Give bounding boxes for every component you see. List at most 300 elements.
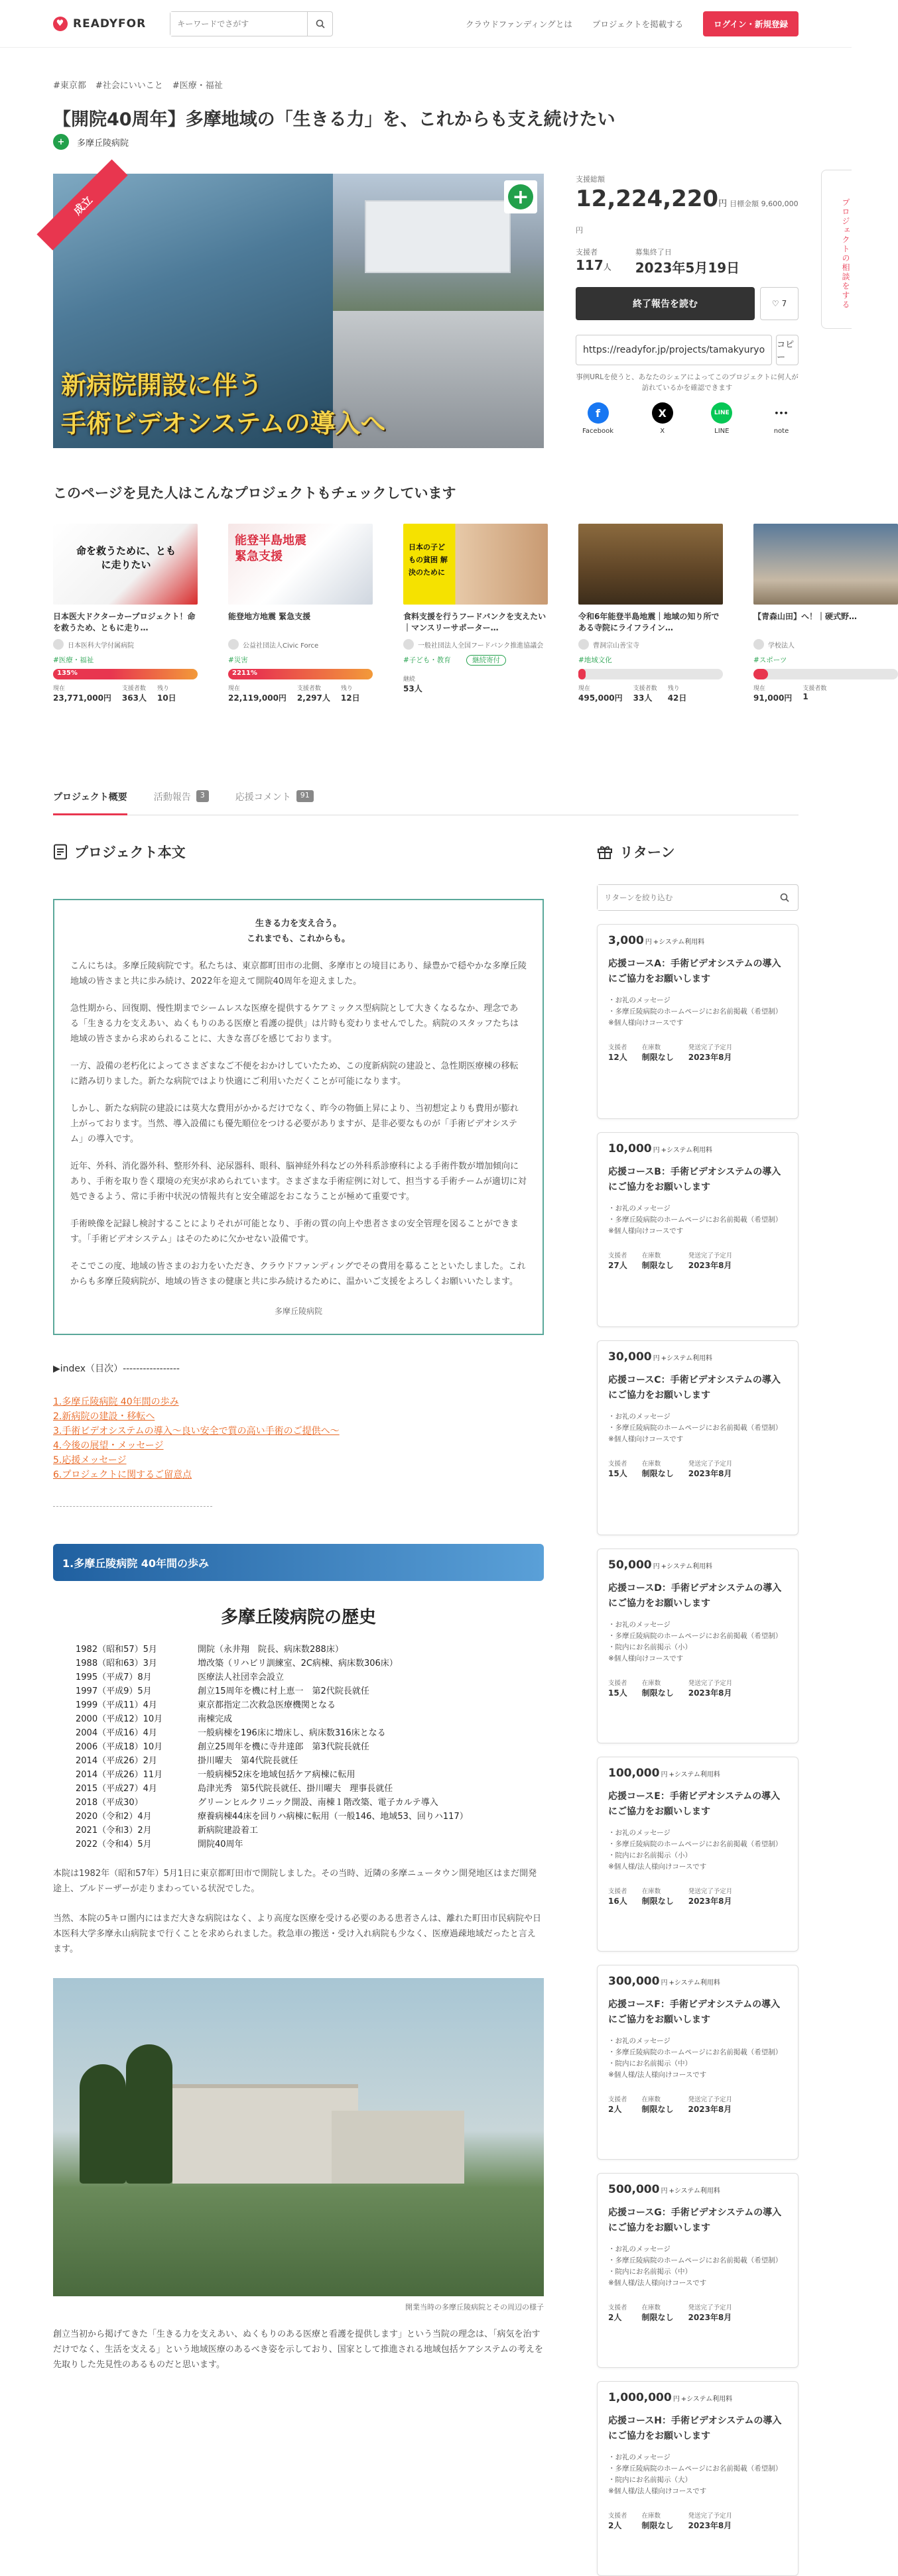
card-amount: 53人 xyxy=(403,684,422,693)
tree-shape xyxy=(126,2044,172,2184)
progress-pct: 2211% xyxy=(232,670,257,677)
card-title: 【青森山田】へ！｜硬式野… xyxy=(753,612,858,621)
document-icon xyxy=(53,844,68,860)
meta-label: 在庫数 xyxy=(641,2096,661,2103)
reward-line: ・お礼のメッセージ xyxy=(608,2037,671,2045)
reward-line: ・多摩丘陵病院のホームページにお名前掲載（希望制） xyxy=(608,1008,783,1016)
yen-unit: 円 xyxy=(718,199,728,209)
reward-stock: 制限なし xyxy=(641,1897,674,1906)
dashed-divider xyxy=(53,1506,212,1507)
search-icon xyxy=(316,19,325,29)
card-progress xyxy=(53,669,198,679)
historic-hospital-photo xyxy=(53,1978,544,2296)
tab-count: 91 xyxy=(296,790,314,802)
progress-fill xyxy=(578,669,586,679)
end-date-stat xyxy=(635,247,739,276)
intro-paragraph: 急性期から、回復期、慢性期までシームレスな医療を提供するケアミックス型病院として大きくなるなか、理念である「生きる力を支えあい、ぬくもりのある医療と看護の提供」は片時も変わりませんでした。病院のスタッフたちは地域の皆さまから求められることに、大きな喜びを感じております。 xyxy=(70,1004,519,1044)
continuous-donation-badge: 継続寄付 xyxy=(466,655,506,666)
metric-label: 現在 xyxy=(753,685,766,692)
project-card[interactable] xyxy=(753,524,898,703)
history-row xyxy=(76,1684,544,1698)
org-avatar xyxy=(753,639,764,650)
total-label: 支援総額 xyxy=(576,175,605,184)
card-image-text: 命を救うために、ともに走りたい xyxy=(76,545,176,571)
card-tag: #医療・福祉 xyxy=(53,656,94,664)
meta-label: 発送完了予定月 xyxy=(688,2304,733,2312)
reward-list xyxy=(597,924,799,2576)
rewards-column xyxy=(597,842,799,2576)
reward-card[interactable] xyxy=(597,2381,799,2576)
reward-line: ・院内にお名前掲示（中） xyxy=(608,2268,692,2276)
tab-overview[interactable] xyxy=(53,781,127,815)
reward-title: 応援コースG：手術ビデオシステムの導入にご協力をお願いします xyxy=(608,2207,782,2233)
rewards-heading xyxy=(597,842,799,862)
reward-meta xyxy=(608,1250,787,1271)
history-event: 開院（永井翔 院長、病床数288床） xyxy=(198,1645,344,1655)
history-event: 新病院建設着工 xyxy=(198,1826,259,1836)
organizer[interactable] xyxy=(53,134,129,150)
reward-contents xyxy=(608,2244,787,2289)
index-link[interactable]: 5.応援メッセージ xyxy=(53,1455,127,1466)
history-event: 創立25周年を機に寺井達郎 第3代院長就任 xyxy=(198,1742,369,1752)
rewards-heading-text: リターン xyxy=(619,845,675,860)
reward-ship-month: 2023年8月 xyxy=(688,2313,732,2322)
card-days: 42日 xyxy=(667,693,687,703)
meta-label: 支援者 xyxy=(608,2096,627,2103)
history-title: 多摩丘陵病院の歴史 xyxy=(220,1608,376,1627)
reward-price xyxy=(608,2391,787,2404)
login-signup-button[interactable]: ログイン・新規登録 xyxy=(703,11,799,36)
project-tags xyxy=(53,78,223,91)
reward-title: 応援コースA：手術ビデオシステムの導入にご協力をお願いします xyxy=(608,959,781,984)
reward-line: ※個人様/法人様向けコースです xyxy=(608,2071,707,2079)
search-button[interactable] xyxy=(307,12,332,36)
reward-stock: 制限なし xyxy=(641,1261,674,1270)
reward-line: ・多摩丘陵病院のホームページにお名前掲載（希望制） xyxy=(608,2465,783,2473)
meta-label: 支援者 xyxy=(608,1460,627,1468)
meta-label: 支援者 xyxy=(608,2304,627,2312)
site-header xyxy=(0,0,852,48)
reward-title: 応援コースH：手術ビデオシステムの導入にご協力をお願いします xyxy=(608,2416,782,2441)
reward-line: ・お礼のメッセージ xyxy=(608,1204,671,1212)
readyfor-logo[interactable] xyxy=(53,17,146,31)
meta-label: 発送完了予定月 xyxy=(688,2512,733,2520)
history-event: 療養病棟44床を回りハ病棟に転用（一般146、地域53、回りハ117） xyxy=(198,1812,468,1822)
history-year: 2015（平成27）4月 xyxy=(76,1784,157,1794)
also-viewed-carousel xyxy=(53,524,858,742)
reward-line: ・お礼のメッセージ xyxy=(608,2453,671,2461)
reward-fee-label: +システム利用料 xyxy=(661,1355,712,1362)
reward-line: ・お礼のメッセージ xyxy=(608,996,671,1004)
metric-label: 現在 xyxy=(228,685,241,692)
meta-label: 支援者 xyxy=(608,2512,627,2520)
history-event: 東京都指定二次救急医療機関となる xyxy=(198,1700,336,1710)
reward-line: ・院内にお名前掲示（大） xyxy=(608,2476,692,2484)
index-link[interactable]: 4.今後の展望・メッセージ xyxy=(53,1440,164,1451)
card-metrics xyxy=(578,683,723,703)
history-row xyxy=(76,1643,544,1657)
meta-label: 在庫数 xyxy=(641,1252,661,1259)
card-amount: 495,000円 xyxy=(578,693,623,703)
supporters-stat xyxy=(576,247,611,276)
action-buttons xyxy=(576,287,799,320)
body-heading-text: プロジェクト本文 xyxy=(74,845,186,860)
project-consult-side-tab[interactable] xyxy=(821,170,852,329)
project-card[interactable] xyxy=(228,524,373,703)
card-days: 12日 xyxy=(340,693,360,703)
broken-image-alt: 多摩丘陵病院 xyxy=(274,1307,322,1316)
index-list xyxy=(53,1395,544,1482)
body-paragraph: 創立当初から掲げてきた「生きる力を支えあい、ぬくもりのある医療と看護を提供します」という当院の理念は、「病気を治すだけでなく、生活を支える」という地域医療のあるべき姿を示しており、国家として推進される地域包括ケアシステムの考えを先取りした先見性のあるものだと思います。 xyxy=(53,2329,543,2370)
metric-label: 現在 xyxy=(53,685,66,692)
meta-label: 支援者 xyxy=(608,1044,627,1051)
tab-activity-reports[interactable] xyxy=(154,781,209,815)
reward-stock: 制限なし xyxy=(641,1688,674,1698)
reward-line: ・多摩丘陵病院のホームページにお名前掲載（希望制） xyxy=(608,1632,783,1640)
search-input[interactable] xyxy=(170,12,307,36)
reward-line: ・お礼のメッセージ xyxy=(608,1621,671,1629)
tag-link[interactable]: #社会にいいこと xyxy=(95,81,163,91)
reward-price xyxy=(608,1975,787,1988)
reward-supporters: 2人 xyxy=(608,2105,622,2114)
card-image xyxy=(753,524,898,605)
index-link[interactable]: 3.手術ビデオシステムの導入〜良い安全で質の高い手術のご提供へ〜 xyxy=(53,1426,340,1436)
history-year: 2018（平成30） xyxy=(76,1798,143,1808)
history-row xyxy=(76,1810,544,1824)
reward-supporters: 2人 xyxy=(608,2521,622,2530)
history-year: 2022（令和4）5月 xyxy=(76,1840,152,1849)
note-icon: ••• xyxy=(771,402,792,424)
reward-line: ・多摩丘陵病院のホームページにお名前掲載（希望制） xyxy=(608,2256,783,2264)
reward-meta xyxy=(608,2302,787,2323)
reward-line: ・多摩丘陵病院のホームページにお名前掲載（希望制） xyxy=(608,1840,783,1848)
hero-image xyxy=(53,174,544,448)
reward-price-value: 100,000 xyxy=(608,1767,660,1780)
heart-icon: ♡ xyxy=(771,299,779,308)
reward-title: 応援コースE：手術ビデオシステムの導入にご協力をお願いします xyxy=(608,1791,781,1817)
stats-row xyxy=(576,247,799,276)
nav-post-project[interactable]: プロジェクトを掲載する xyxy=(592,19,684,29)
reward-meta xyxy=(608,1678,787,1698)
x-icon: X xyxy=(652,402,673,424)
history-event: 一般病棟52床を地域包括ケア病棟に転用 xyxy=(198,1770,355,1780)
reward-card[interactable] xyxy=(597,1132,799,1327)
tag-link[interactable]: #医療・福祉 xyxy=(172,81,223,91)
reward-price-value: 500,000 xyxy=(608,2183,660,2196)
project-card[interactable] xyxy=(578,524,723,703)
share-note[interactable] xyxy=(771,402,792,435)
card-title: 食料支援を行うフードバンクを支えたい｜マンスリーサポーター… xyxy=(403,612,546,632)
project-card[interactable] xyxy=(403,524,548,694)
reward-card[interactable] xyxy=(597,1340,799,1535)
history-list xyxy=(53,1643,544,1851)
search-icon xyxy=(780,893,789,902)
history-event: 一般病棟を196床に増床し、病床数316床となる xyxy=(198,1728,386,1738)
card-org-name: 日本医科大学付属病院 xyxy=(68,642,134,650)
meta-label: 在庫数 xyxy=(641,1460,661,1468)
reward-price xyxy=(608,1767,787,1780)
nav-about-crowdfunding[interactable]: クラウドファンディングとは xyxy=(465,19,572,29)
reward-line: ・多摩丘陵病院のホームページにお名前掲載（希望制） xyxy=(608,2048,783,2056)
card-amount: 22,119,000円 xyxy=(228,693,287,703)
total-amount xyxy=(576,186,799,239)
like-count: 7 xyxy=(781,299,787,308)
tab-comments[interactable] xyxy=(235,781,314,815)
photo-caption: 開業当時の多摩丘陵病院とその周辺の様子 xyxy=(405,2303,544,2312)
share-url-row xyxy=(576,335,799,365)
meta-label: 在庫数 xyxy=(641,1888,661,1895)
history-row xyxy=(76,1782,544,1796)
reward-line: ※個人様向けコースです xyxy=(608,1435,684,1443)
x-label: X xyxy=(660,428,665,435)
yen-unit: 円 xyxy=(661,1771,668,1779)
index-link[interactable]: 1.多摩丘陵病院 40年間の歩み xyxy=(53,1397,179,1407)
metric-label: 残り xyxy=(667,685,680,692)
card-tag-text: #子ども・教育 xyxy=(403,656,451,664)
supporters-value: 117 xyxy=(576,257,604,273)
gift-icon xyxy=(597,844,613,860)
metric-label: 現在 xyxy=(578,685,591,692)
body-paragraph: 本院は1982年（昭和57年）5月1日に東京都町田市で開院しました。その当時、近隣の多摩ニュータウン開発地区はまだ開発途上、ブルドーザーが走りまわっている状況でした。 xyxy=(53,1869,537,1894)
card-progress xyxy=(228,669,373,679)
meta-label: 在庫数 xyxy=(641,1680,661,1687)
history-row xyxy=(76,1754,544,1768)
reward-meta xyxy=(608,1886,787,1906)
reward-price xyxy=(608,1350,787,1364)
history-row xyxy=(76,1670,544,1684)
reward-contents xyxy=(608,2452,787,2497)
reward-line: ※個人様向けコースです xyxy=(608,1019,684,1027)
card-image xyxy=(403,524,548,605)
reward-meta xyxy=(608,1042,787,1063)
hero-caption-line1: 新病院開設に伴う xyxy=(61,371,263,400)
hero-caption xyxy=(61,366,385,443)
reward-card[interactable] xyxy=(597,1757,799,1952)
history-event: 医療法人社団幸会設立 xyxy=(198,1672,285,1682)
reward-ship-month: 2023年8月 xyxy=(688,1469,732,1478)
reward-line: ※個人様向けコースです xyxy=(608,1655,684,1663)
progress-fill xyxy=(753,669,768,679)
meta-label: 発送完了予定月 xyxy=(688,2096,733,2103)
project-card[interactable] xyxy=(53,524,198,703)
tab-label: プロジェクト概要 xyxy=(53,792,127,803)
reward-price-value: 50,000 xyxy=(608,1558,652,1572)
history-year: 2000（平成12）10月 xyxy=(76,1714,163,1724)
facebook-label: Facebook xyxy=(582,428,613,435)
reward-stock: 制限なし xyxy=(641,2313,674,2322)
reward-supporters: 16人 xyxy=(608,1897,627,1906)
heart-logo-icon: ♥ xyxy=(53,17,68,31)
card-tag xyxy=(403,655,548,665)
reward-title: 応援コースB：手術ビデオシステムの導入にご協力をお願いします xyxy=(608,1167,781,1193)
green-cross-icon: + xyxy=(508,184,533,209)
share-line[interactable] xyxy=(711,402,732,435)
goal-amount: 目標金額 9,600,000円 xyxy=(576,200,799,235)
card-amount: 23,771,000円 xyxy=(53,693,111,703)
reward-supporters: 2人 xyxy=(608,2313,622,2322)
card-supporters: 363人 xyxy=(121,693,147,703)
end-date-label: 募集終了日 xyxy=(635,248,672,257)
reward-line: ※個人様/法人様向けコースです xyxy=(608,1863,707,1871)
tag-link[interactable]: #東京都 xyxy=(53,81,86,91)
metric-label: 残り xyxy=(340,685,353,692)
meta-label: 発送完了予定月 xyxy=(688,1680,733,1687)
like-button[interactable] xyxy=(760,287,799,320)
also-viewed-title: このページを見た人はこんなプロジェクトもチェックしています xyxy=(53,485,456,501)
total-value: 12,224,220 xyxy=(576,186,719,212)
reward-price-value: 10,000 xyxy=(608,1142,652,1155)
search-box xyxy=(170,11,333,36)
history-event: 南棟完成 xyxy=(198,1714,233,1724)
reward-contents xyxy=(608,1828,787,1873)
reward-line: ・院内にお名前掲示（小） xyxy=(608,1643,692,1651)
card-image xyxy=(578,524,723,605)
card-supporters: 2,297人 xyxy=(296,693,330,703)
reward-fee-label: +システム利用料 xyxy=(669,1979,720,1987)
reward-ship-month: 2023年8月 xyxy=(688,1261,732,1270)
history-row xyxy=(76,1838,544,1851)
meta-label: 在庫数 xyxy=(641,1044,661,1051)
copy-url-button[interactable]: コピー xyxy=(776,335,799,365)
org-avatar xyxy=(228,639,239,650)
facebook-icon: f xyxy=(588,402,609,424)
card-metrics xyxy=(753,683,898,703)
yen-unit: 円 xyxy=(661,2188,668,2195)
intro-paragraph: こんにちは。多摩丘陵病院です。私たちは、東京都町田市の北側、多摩市との境目にあり、緑豊かで穏やかな多摩丘陵地域の皆さまと共に歩み続け、2022年を迎えて開院40周年を迎えました。 xyxy=(70,961,527,986)
reward-fee-label: +システム利用料 xyxy=(669,1771,720,1779)
success-ribbon: 成立 xyxy=(36,159,127,250)
intro-paragraph: 一方、設備の老朽化によってさまざまなご不便をおかけしていたため、この度新病院の建設と、急性期医療棟の移転に踏み切りました。新たな病院ではより快適にご利用いただくことが可能になります。 xyxy=(70,1061,519,1086)
line-icon: LINE xyxy=(711,402,732,424)
card-days: 10日 xyxy=(157,693,176,703)
share-x[interactable] xyxy=(652,402,673,435)
organizer-name: 多摩丘陵病院 xyxy=(77,138,129,148)
card-title: 能登地方地震 緊急支援 xyxy=(228,612,311,621)
share-facebook[interactable] xyxy=(582,402,613,435)
card-amount: 91,000円 xyxy=(753,693,793,703)
reward-search-button[interactable] xyxy=(771,885,798,910)
card-metrics xyxy=(228,683,373,703)
reward-title: 応援コースC：手術ビデオシステムの導入にご協力をお願いします xyxy=(608,1375,781,1401)
reward-contents xyxy=(608,2036,787,2081)
history-event: 増改築（リハビリ訓練室、2C病棟、病床数306床） xyxy=(198,1659,398,1669)
history-year: 1982（昭和57）5月 xyxy=(76,1645,157,1655)
project-stats xyxy=(576,174,799,435)
body-paragraph: 当然、本院の5キロ圏内にはまだ大きな病院はなく、より高度な医療を受ける必要のある患者さんは、離れた町田市民病院や日本医科大学多摩永山病院まで行くことを求められました。救急車の搬送・受け入れ病院も少なく、医療過疎地域だったと言えます。 xyxy=(53,1914,542,1954)
reward-contents xyxy=(608,1203,787,1237)
reward-card[interactable] xyxy=(597,1549,799,1743)
intro-headline-2: これまでも、これからも。 xyxy=(246,934,350,944)
card-tag: #災害 xyxy=(228,656,248,664)
reward-line: ・院内にお名前掲示（中） xyxy=(608,2060,692,2068)
meta-label: 支援者 xyxy=(608,1680,627,1687)
card-progress xyxy=(578,669,723,679)
index-heading: ▶index（目次）----------------- xyxy=(53,1364,180,1374)
reward-ship-month: 2023年8月 xyxy=(688,1897,732,1906)
yen-unit: 円 xyxy=(653,1563,660,1570)
line-label: LINE xyxy=(714,428,730,435)
reward-title: 応援コースF：手術ビデオシステムの導入にご協力をお願いします xyxy=(608,1999,781,2025)
reward-line: ・お礼のメッセージ xyxy=(608,1413,671,1421)
reward-price-value: 3,000 xyxy=(608,934,644,947)
tab-label: 応援コメント xyxy=(235,792,291,803)
intro-paragraph: 近年、外科、消化器外科、整形外科、泌尿器科、眼科、脳神経外科などの外科系診療科による手術件数が増加傾向にあり、手術を取り巻く環境の充実が求められています。さまざまな手術症例に対して、担当する手術チームが適切に対処できるよう、常に手術中状況の情報共有と安全確認をおこなうことが極めて重要です。 xyxy=(70,1161,527,1202)
history-event: 島津光秀 第5代院長就任、掛川曜夫 理事長就任 xyxy=(198,1784,393,1794)
card-org-name: 曹洞宗山善宝寺 xyxy=(593,642,639,650)
reward-line: ・お礼のメッセージ xyxy=(608,1829,671,1837)
reward-card[interactable] xyxy=(597,2173,799,2368)
history-row xyxy=(76,1726,544,1740)
reward-line: ・多摩丘陵病院のホームページにお名前掲載（希望制） xyxy=(608,1216,783,1224)
old-building-shape xyxy=(332,2111,464,2184)
yen-unit: 円 xyxy=(653,1147,660,1154)
reward-ship-month: 2023年8月 xyxy=(688,1053,732,1062)
history-year: 2021（令和3）2月 xyxy=(76,1826,152,1836)
history-row xyxy=(76,1768,544,1782)
reward-line: ・院内にお名前掲示（小） xyxy=(608,1851,692,1859)
history-row xyxy=(76,1824,544,1838)
reward-price xyxy=(608,2183,787,2196)
card-progress xyxy=(753,669,898,679)
yen-unit: 円 xyxy=(645,939,652,946)
index-link[interactable]: 2.新病院の建設・移転へ xyxy=(53,1411,155,1422)
reward-ship-month: 2023年8月 xyxy=(688,1688,732,1698)
reward-card[interactable] xyxy=(597,1965,799,2160)
history-row xyxy=(76,1740,544,1754)
logo-text: READYFOR xyxy=(73,17,147,30)
intro-box xyxy=(53,899,544,1335)
history-year: 1995（平成7）8月 xyxy=(76,1672,152,1682)
history-year: 1988（昭和63）3月 xyxy=(76,1659,157,1669)
reward-supporters: 15人 xyxy=(608,1688,627,1698)
reward-card[interactable] xyxy=(597,924,799,1119)
meta-label: 発送完了予定月 xyxy=(688,1044,733,1051)
index-link[interactable]: 6.プロジェクトに関するご留意点 xyxy=(53,1470,192,1480)
card-supporters: 33人 xyxy=(633,693,653,703)
meta-label: 支援者 xyxy=(608,1252,627,1259)
card-org-name: 公益社団法人Civic Force xyxy=(243,642,319,650)
reward-line: ※個人様/法人様向けコースです xyxy=(608,2279,707,2287)
reward-price-value: 1,000,000 xyxy=(608,2391,672,2404)
history-event: 創立15周年を機に村上恵一 第2代院長就任 xyxy=(198,1686,369,1696)
history-row xyxy=(76,1657,544,1670)
share-url-field[interactable]: https://readyfor.jp/projects/tamakyuryo xyxy=(576,335,772,365)
card-image xyxy=(53,524,198,605)
reward-contents xyxy=(608,1619,787,1665)
metric-label: 残り xyxy=(157,685,169,692)
reward-stock: 制限なし xyxy=(641,2105,674,2114)
project-body xyxy=(53,842,544,2372)
yen-unit: 円 xyxy=(673,2396,680,2403)
reward-fee-label: +システム利用料 xyxy=(653,939,705,946)
card-org xyxy=(228,639,373,650)
read-report-button[interactable]: 終了報告を読む xyxy=(576,287,755,320)
history-year: 2020（令和2）4月 xyxy=(76,1812,152,1822)
intro-paragraph: そこでこの度、地域の皆さまのお力をいただき、クラウドファンディングでその費用を募ることといたしました。これからも多摩丘陵病院が、地域の皆さまの健康と共に歩み続けるために、温かいご支援をよろしくお願いいたします。 xyxy=(70,1261,526,1287)
card-title: 令和6年能登半島地震｜地域の知り所である寺院にライフライン… xyxy=(578,612,720,632)
metric-label: 継続 xyxy=(403,676,416,683)
card-image-text: 能登半島地震 緊急支援 xyxy=(235,534,306,563)
reward-price xyxy=(608,934,787,947)
supporters-label: 支援者 xyxy=(576,248,598,257)
reward-meta xyxy=(608,1458,787,1479)
hospital-cross-icon: + xyxy=(53,134,69,150)
reward-filter-input[interactable] xyxy=(598,885,771,910)
history-year: 2014（平成26）11月 xyxy=(76,1770,163,1780)
share-note: 事例URLを使うと、あなたのシェアによってこのプロジェクトに何人が訪れているかを確認できます xyxy=(576,373,799,392)
side-tab-label: プロジェクトの相談をする xyxy=(841,198,850,310)
card-org xyxy=(578,639,723,650)
